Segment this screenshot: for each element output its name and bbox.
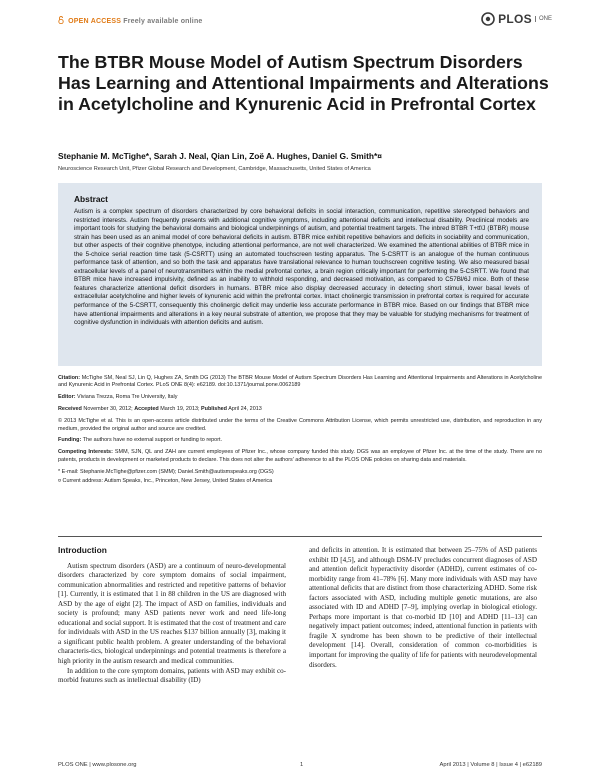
open-label: OPEN [68,18,89,25]
funding-label: Funding: [58,437,82,444]
published-date: April 24, 2013 [228,406,262,413]
competing-text: SMM, SJN, QL and ZAH are current employees of Pfizer Inc., whose company funded this study. DGS was an employee of Pfizer Inc. at the time of the study. There are no patents, products in development or marketed products to declare. This does not alter the authors' adherence to all the PLOS ONE policies on sharing data and materials. [58,449,542,463]
introduction-heading: Introduction [58,545,107,555]
editor-text: Viviana Trezza, Roma Tre University, Italy [77,394,178,401]
footer-issue: April 2013 | Volume 8 | Issue 4 | e62189 [439,762,542,768]
abstract-text: Autism is a complex spectrum of disorders characterized by core behavioral deficits in social interaction, communication, repetitive stereotyped behaviors and restricted interests. Autism frequently presents with additional cognitive symptoms, including attentional deficits and intellectual disability. Preclinical models are important tools for studying the behavioral domains and biological underpinnings of autism, and potential treatment targets. The inbred BTBR T+tf/J (BTBR) mouse strain has been used as an animal model of core behavioral deficits in autism. BTBR mice exhibit repetitive behaviors and deficits in sociability and communication, but other aspects of their cognitive phenotype, including attentional performance, are not well characterized. We examined the attentional abilities of BTBR mice in the 5-choice serial reaction time task (5-CSRTT) using an automated touchscreen testing apparatus. The 5-CSRTT is an analogue of the human continuous performance task of attention, and so both the task and apparatus have translational relevance to human touchscreen cognitive testing. We also measured basal extracellular levels of a panel of neurotransmitters within the medial prefrontal cortex, a brain region critically important for performing the 5-CSRTT. We found that BTBR mice have increased impulsivity, defined as an inability to withhold responding, and decreased motivation, as compared to C57Bl/6J mice. Both of these features characterize attentional deficit disorders in humans. BTBR mice also display decreased accuracy in detecting short stimuli, lower basal levels of extracellular acetylcholine and higher levels of kynurenic acid within the prefrontal cortex. Intact cholinergic transmission in prefrontal cortex is required for accurate performance of the 5-CSRTT, consequently this cholinergic deficit may underlie less accurate performance in BTBR mice. Based on our findings that BTBR mice have attentional impairments and alterations in a key neural substrate of attention, we propose that they may be valuable for studying mechanisms for treatment of cognitive dysfunction in individuals with attention deficits and autism. [74,208,529,327]
competing-line [58,449,542,464]
received-label: Received [58,406,82,413]
email-line[interactable]: * E-mail: Stephanie.McTighe@pfizer.com (SMM); Daniel.Smith@autismspeaks.org (DGS) [58,468,274,475]
abstract-box [58,183,542,366]
accepted-date: March 19, 2013; [160,406,200,413]
competing-label: Competing Interests: [58,449,113,456]
funding-line [58,437,542,444]
journal-header [0,0,600,40]
citation-line [58,375,542,390]
article-title: The BTBR Mouse Model of Autism Spectrum Disorders Has Learning and Attentional Impairments and Alterations in Acetylcholine and Kynurenic Acid in Prefrontal Cortex [58,52,549,114]
accepted-label: Accepted [134,406,159,413]
funding-text: The authors have no external support or funding to report. [82,437,223,444]
logo-one-text: ONE [535,16,552,22]
intro-paragraph-1: Autism spectrum disorders (ASD) are a continuum of neuro-developmental disorders characterized by core symptom domains of social impairment, communication abnormalities and restricted and repetitive patterns of behavior [1]. Currently, it is estimated that 1 in 88 children in the US are diagnosed with ASD by the age of eight [2]. The impact of ASD on families, individuals and society is profound; many ASD patients never work and need life-long educational and social support. It is estimated that the cost of treatment and care for individuals with ASD in the US reaches $137 billion annually [3], making it a significant public health problem. A greater understanding of the behavioral characteris-tics, biological underpinnings and potential treatments is therefore a high priority in the autism research and medical communities. [58,561,286,666]
open-access-badge [58,16,203,25]
article-metadata [58,375,542,487]
received-date: November 30, 2012; [83,406,133,413]
affiliation: Neuroscience Research Unit, Pfizer Global Research and Development, Cambridge, Massachusetts, United States of America [58,166,371,172]
open-access-lock-icon [58,16,64,24]
intro-paragraph-3: and deficits in attention. It is estimated that between 25–75% of ASD patients exhibit ID [4,5], and although DSM-IV precludes concurrent diagnoses of ASD and attention deficit hyperactivity disorder (ADHD), current estimates of co-morbidity range from 41–78% [6]. Many more individuals with ASD may have attentional deficits that are distinct from those characterizing ADHD. Some risk factors associated with ASD, including multiple genetic mutations, are also associated with ID and ADHD [7–9], implying overlap in biological etiology. Perhaps more important is that co-morbid ID [10] and ADHD [11–13] can negatively impact patient outcomes; indeed, attentional function in patients with fragile X syndrome has been shown to be predictive of their intellectual development [14]. Overall, consideration of common co-morbidities is important for improving the quality of life for patients with neurodevelopmental disorders. [309,546,537,669]
intro-paragraph-2: In addition to the core symptom domains, patients with ASD may exhibit co-morbid features such as intellectual disability (ID) [58,666,286,685]
footer-page-number: 1 [300,762,304,768]
editor-label: Editor: [58,394,76,401]
current-address-line: ¤ Current address: Autism Speaks, Inc., Princeton, New Jersey, United States of America [58,478,273,485]
free-online-label: Freely available online [123,18,203,25]
plos-one-logo [481,12,552,26]
citation-text[interactable]: McTighe SM, Neal SJ, Lin Q, Hughes ZA, Smith DG (2013) The BTBR Mouse Model of Autism Spectrum Disorders Has Learning and Attentional Impairments and Alterations in Acetylcholine and Kynurenic Acid in Prefrontal Cortex. PLoS ONE 8(4): e62189. doi:10.1371/journal.pone.0062189 [58,375,542,389]
plos-logo-icon [481,12,495,26]
body-column-left [58,546,286,686]
citation-label: Citation: [58,375,81,381]
section-divider [58,536,542,537]
dates-line [58,406,542,413]
abstract-heading: Abstract [74,194,108,204]
author-list: Stephanie M. McTighe*, Sarah J. Neal, Qian Lin, Zoë A. Hughes, Daniel G. Smith*¤ [58,151,382,161]
body-column-right [309,546,537,670]
access-label: ACCESS [90,18,122,25]
editor-line [58,394,542,401]
footer-journal[interactable]: PLOS ONE | www.plosone.org [58,762,137,768]
logo-plos-text: PLOS [498,12,532,26]
copyright-line: © 2013 McTighe et al. This is an open-access article distributed under the terms of the Creative Commons Attribution License, which permits unrestricted use, distribution, and reproduction in any medium, provided the original author and source are credited. [58,418,542,432]
published-label: Published [201,406,227,413]
